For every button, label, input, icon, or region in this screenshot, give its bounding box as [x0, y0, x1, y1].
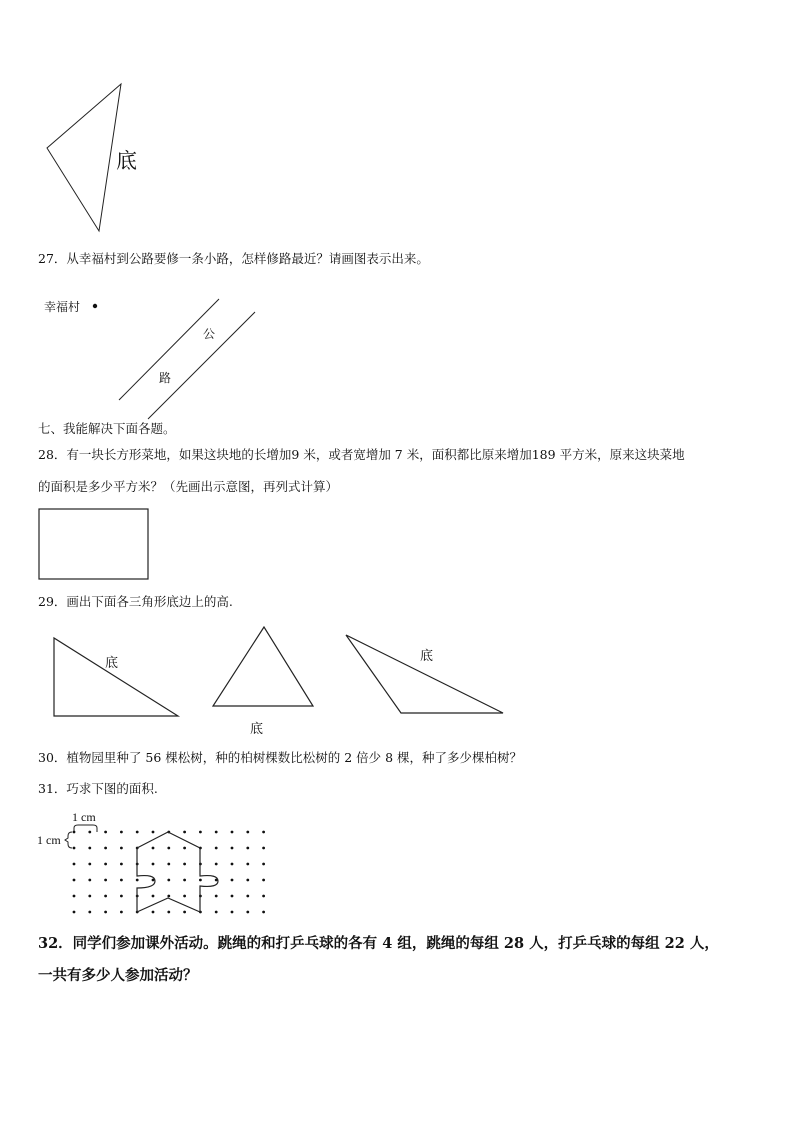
grid-dot	[152, 831, 155, 834]
grid-dot	[231, 847, 234, 850]
grid-dot	[215, 911, 218, 914]
road-label-gong: 公	[203, 327, 216, 341]
question-29-text: 29．画出下面各三角形底边上的高.	[38, 594, 233, 609]
question-30-text: 30．植物园里种了 56 棵松树，种的柏树棵数比松树的 2 倍少 8 棵，种了多少棵柏树？	[38, 750, 523, 765]
grid-dot	[120, 911, 123, 914]
grid-unit-horizontal-label: 1 cm	[72, 810, 96, 824]
grid-dot	[120, 863, 123, 866]
grid-dot	[104, 911, 107, 914]
grid-dot	[215, 863, 218, 866]
grid-dot	[199, 831, 202, 834]
grid-dot	[152, 911, 155, 914]
grid-dot	[120, 831, 123, 834]
grid-dot	[88, 847, 91, 850]
grid-dot	[262, 895, 265, 898]
grid-dot	[231, 879, 234, 882]
grid-dot	[73, 831, 76, 834]
grid-dot	[262, 879, 265, 882]
grid-dot	[73, 847, 76, 850]
grid-dot	[231, 895, 234, 898]
grid-dot	[104, 879, 107, 882]
grid-dot	[183, 847, 186, 850]
horizontal-unit-brace	[74, 825, 97, 832]
grid-dot	[246, 863, 249, 866]
vertical-unit-brace	[65, 832, 72, 848]
grid-dot	[183, 879, 186, 882]
grid-dot	[246, 879, 249, 882]
grid-dot	[152, 895, 155, 898]
road-label-lu: 路	[159, 371, 172, 385]
grid-dot	[231, 863, 234, 866]
grid-dot	[104, 895, 107, 898]
grid-dot	[246, 831, 249, 834]
triangle-1-base-label: 底	[105, 656, 119, 671]
question-32-line-1: 32．同学们参加课外活动。跳绳的和打乒乓球的各有 4 组，跳绳的每组 28 人，打乒乓球的每组 22 人，	[38, 935, 719, 952]
grid-dot	[167, 863, 170, 866]
grid-dot	[167, 879, 170, 882]
grid-dot	[262, 847, 265, 850]
question-28-line-2: 的面积是多少平方米？（先画出示意图，再列式计算）	[38, 479, 339, 494]
grid-dot	[104, 847, 107, 850]
question-31-text: 31．巧求下图的面积.	[38, 781, 158, 796]
grid-dot	[73, 911, 76, 914]
grid-dot	[120, 895, 123, 898]
grid-dot	[215, 895, 218, 898]
grid-dot	[262, 911, 265, 914]
section-7-heading: 七、我能解决下面各题。	[38, 421, 176, 436]
grid-dot	[262, 863, 265, 866]
grid-dot	[73, 863, 76, 866]
grid-dot	[183, 863, 186, 866]
top-triangle-base-label: 底	[116, 149, 137, 173]
question-32-line-2: 一共有多少人参加活动？	[38, 967, 198, 984]
grid-dot	[88, 895, 91, 898]
grid-dot	[167, 847, 170, 850]
grid-dot	[104, 863, 107, 866]
grid-dot	[215, 831, 218, 834]
grid-dot	[199, 879, 202, 882]
grid-dot	[215, 847, 218, 850]
grid-dot	[231, 911, 234, 914]
grid-dot	[152, 847, 155, 850]
grid-dot	[246, 895, 249, 898]
grid-dot	[167, 911, 170, 914]
question-27-text: 27．从幸福村到公路要修一条小路，怎样修路最近？请画图表示出来。	[38, 251, 429, 266]
question-28-line-1: 28．有一块长方形菜地，如果这块地的长增加9 米，或者宽增加 7 米，面积都比原来增加189 平方米，原来这块菜地	[38, 447, 685, 462]
grid-dot	[231, 831, 234, 834]
grid-dot	[104, 831, 107, 834]
grid-unit-vertical-label: 1 cm	[37, 833, 61, 847]
puzzle-shape-outline	[137, 832, 218, 912]
village-label: 幸福村	[44, 300, 81, 314]
grid-dot	[183, 911, 186, 914]
grid-dot	[136, 879, 139, 882]
grid-dot	[120, 879, 123, 882]
grid-dot	[183, 831, 186, 834]
grid-dot	[88, 863, 91, 866]
grid-dot	[88, 879, 91, 882]
grid-dot	[167, 895, 170, 898]
grid-dot	[88, 831, 91, 834]
grid-dot	[262, 831, 265, 834]
grid-dot	[73, 879, 76, 882]
grid-dot	[246, 847, 249, 850]
grid-dot	[120, 847, 123, 850]
grid-dot	[73, 895, 76, 898]
grid-dot	[183, 895, 186, 898]
triangle-2-base-label: 底	[250, 722, 264, 737]
grid-dot	[88, 911, 91, 914]
triangle-3-base-label: 底	[420, 649, 434, 664]
grid-dot	[246, 911, 249, 914]
grid-dot	[136, 831, 139, 834]
grid-dot	[152, 863, 155, 866]
